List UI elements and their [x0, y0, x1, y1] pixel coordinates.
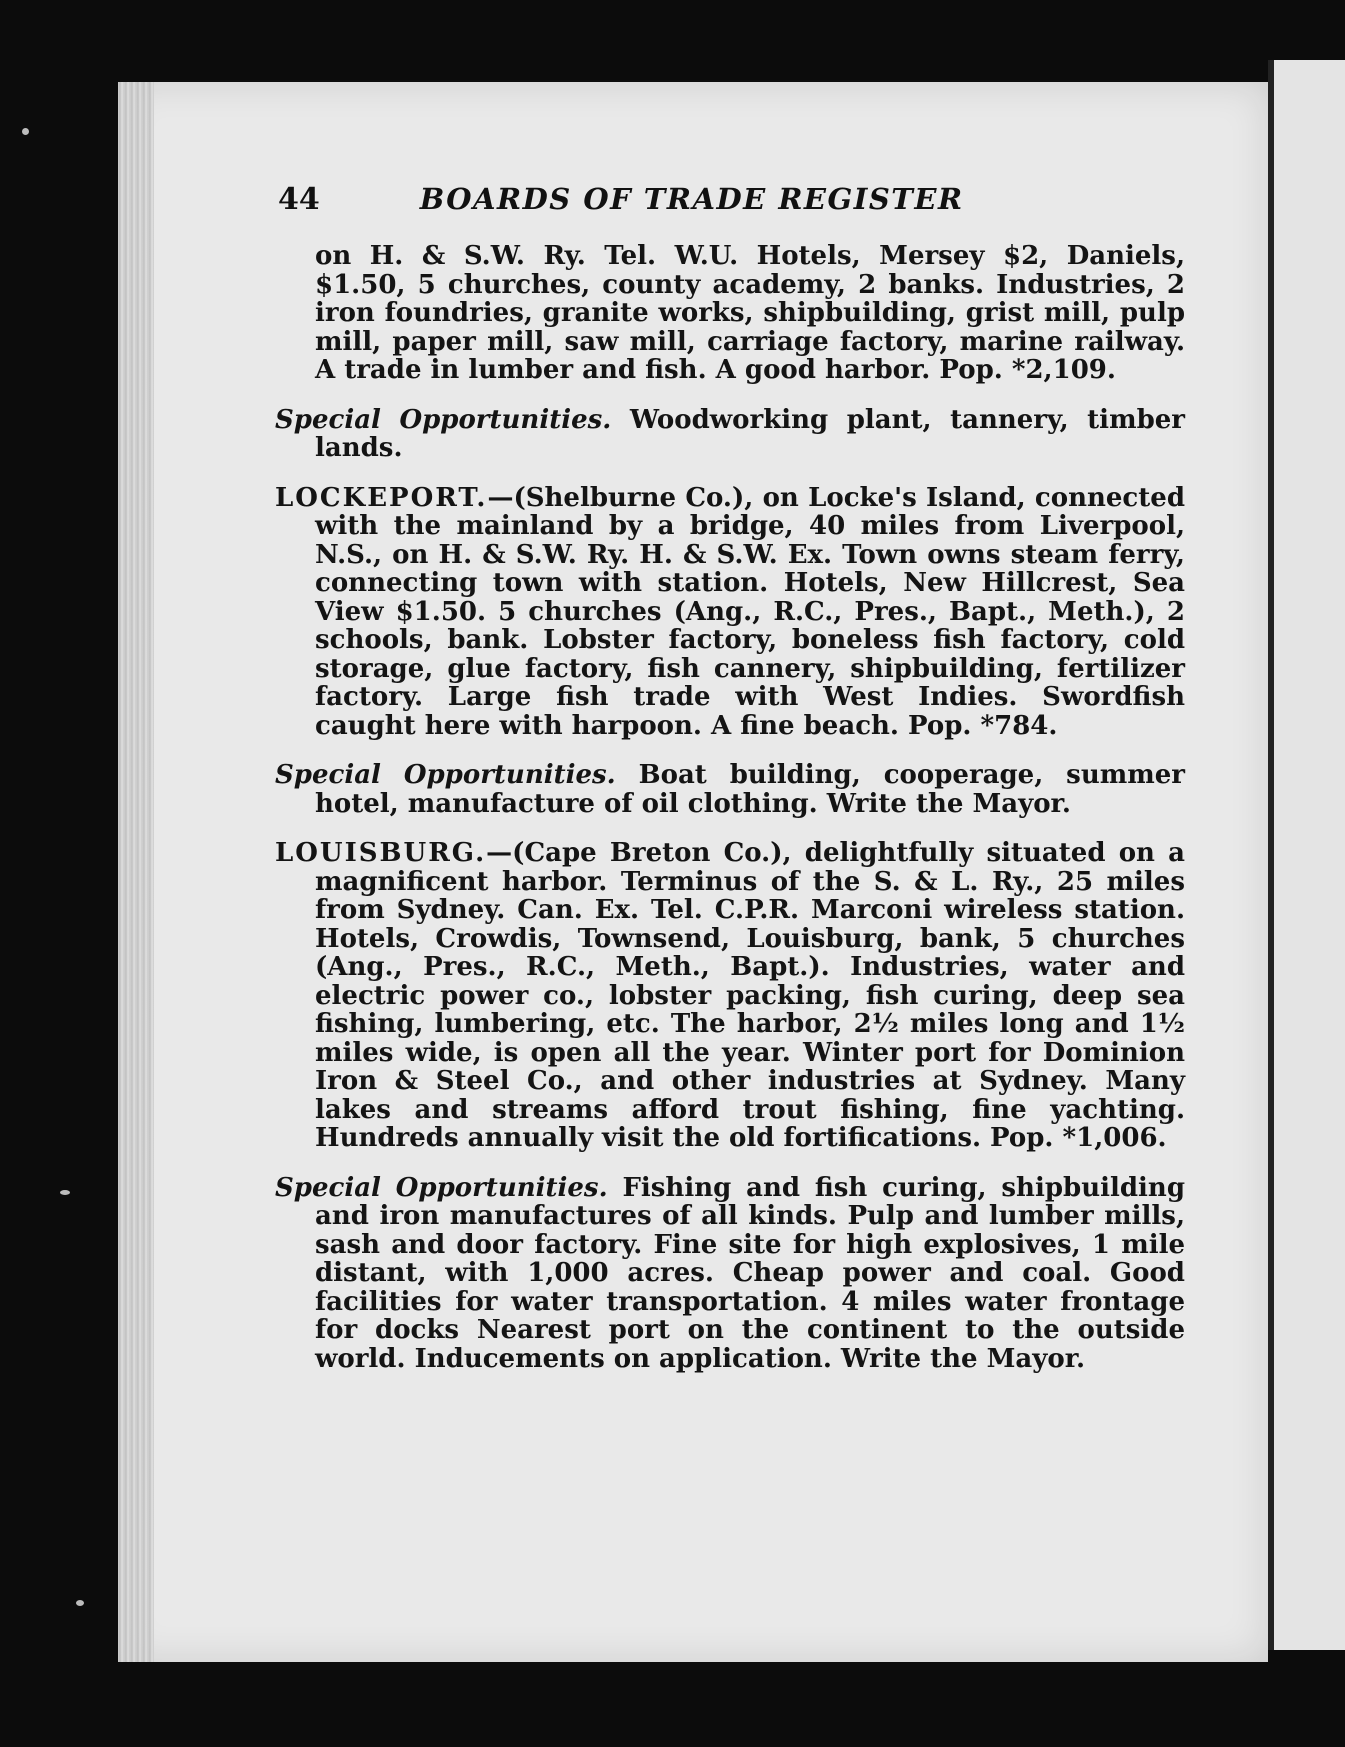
page-binding-edge — [118, 82, 154, 1662]
register-text — [275, 242, 1185, 1373]
special-opportunities-text: Fishing and fish curing, shipbuilding and iron manufactures of all kinds. Pulp and lumber mills, sash and door factory. Fine site for high explosives, 1 mile distant, with 1,000 acres. Cheap power and coal. Good facilities for water transportation. 4 miles water frontage for docks Nearest port on the continent to the outside world. Inducements on application. Write the Mayor. — [315, 1172, 1185, 1374]
scan-speck — [22, 128, 29, 135]
entry-text: on H. & S.W. Ry. Tel. W.U. Hotels, Mersey $2, Daniels, $1.50, 5 churches, county academy, 2 banks. Industries, 2 iron foundries, granite works, shipbuilding, grist mill, pulp mill, paper mill, saw mill, carriage factory, marine railway. A trade in lumber and fish. A good harbor. Pop. *2,109. — [315, 241, 1185, 385]
special-opportunities-paragraph — [275, 1174, 1185, 1374]
town-entry-louisburg — [275, 839, 1185, 1153]
special-opportunities-text: Boat building, cooperage, summer hotel, manufacture of oil clothing. Write the Mayor. — [315, 760, 1185, 819]
special-opportunities-label: Special Opportunities. — [275, 760, 616, 790]
special-opportunities-label: Special Opportunities. — [275, 1172, 608, 1203]
special-opportunities-paragraph — [275, 761, 1185, 818]
scan-bottom-border — [118, 1662, 1345, 1747]
facing-page-edge — [1268, 60, 1345, 1650]
special-opportunities-label: Special Opportunities. — [275, 404, 612, 435]
entry-text: —(Cape Breton Co.), delightfully situated on a magnificent harbor. Terminus of the S. & L. Ry., 25 miles from Sydney. Can. Ex. Tel. C.P.R. Marconi wireless station. Hotels, Crowdis, Townsend, Louisburg, bank, 5 churches (Ang., Pres., R.C., Meth., Bapt.). Industries, water and electric power co., lobster packing, fish curing, deep sea fishing, lumbering, etc. The harbor, 2½ miles long and 1½ miles wide, is open all the year. Winter port for Dominion Iron & Steel Co., and other industries at Sydney. Many lakes and streams afford trout fishing, fine yachting. Hundreds annually visit the old fortifications. Pop. *1,006. — [315, 838, 1185, 1153]
town-entry-lockeport — [275, 484, 1185, 741]
scan-speck — [60, 1190, 70, 1195]
running-title: BOARDS OF TRADE REGISTER — [419, 182, 964, 216]
continued-entry-paragraph — [275, 242, 1185, 385]
scan-speck — [76, 1600, 84, 1606]
page-header — [278, 182, 1058, 222]
town-name: LOUISBURG. — [275, 838, 487, 868]
special-opportunities-text: Woodworking plant, tannery, timber lands. — [315, 404, 1185, 463]
entry-text: —(Shelburne Co.), on Locke's Island, connected with the mainland by a bridge, 40 miles from Liverpool, N.S., on H. & S.W. Ry. H. & S.W. Ex. Town owns steam ferry, connecting town with station. Hotels, New Hillcrest, Sea View $1.50. 5 churches (Ang., R.C., Pres., Bapt., Meth.), 2 schools, bank. Lobster factory, boneless fish factory, cold storage, glue factory, fish cannery, shipbuilding, fertilizer factory. Large fish trade with West Indies. Swordfish caught here with harpoon. A fine beach. Pop. *784. — [315, 482, 1185, 741]
special-opportunities-paragraph — [275, 406, 1185, 463]
town-name: LOCKEPORT. — [275, 482, 488, 513]
page-number: 44 — [278, 182, 320, 217]
